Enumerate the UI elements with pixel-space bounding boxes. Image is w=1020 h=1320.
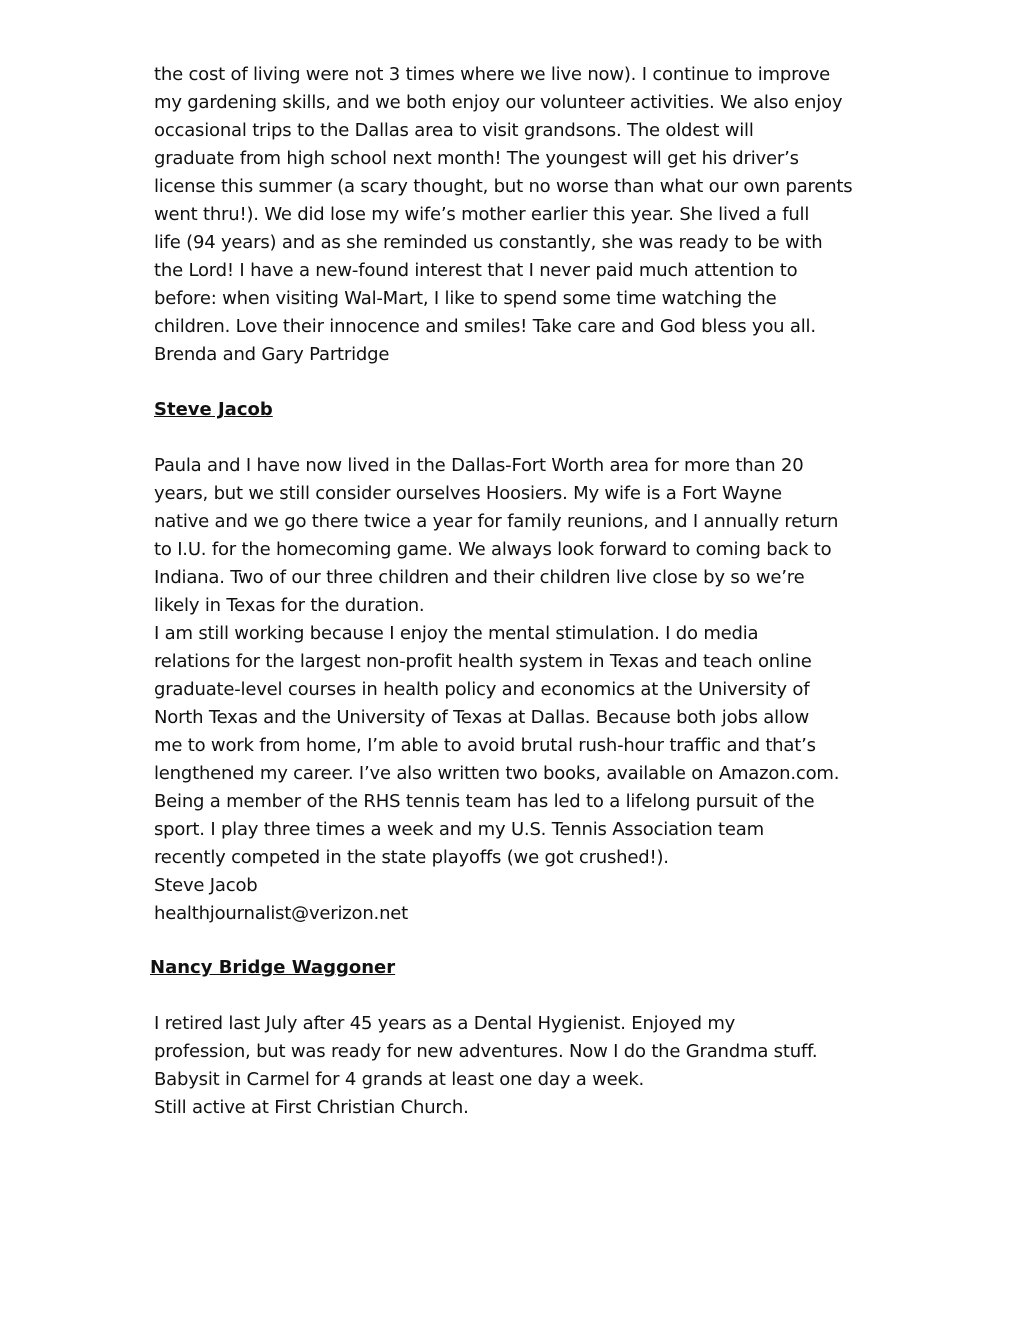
text-line: graduate from high school next month! The youngest will get his driver’s — [154, 148, 799, 169]
text-line: graduate-level courses in health policy and economics at the University of — [154, 679, 810, 700]
section-heading-nancy-bridge-waggoner: Nancy Bridge Waggoner — [150, 957, 396, 978]
text-line: recently competed in the state playoffs (we got crushed!). — [154, 847, 669, 868]
text-line: occasional trips to the Dallas area to visit grandsons. The oldest will — [154, 120, 754, 141]
email-address: healthjournalist@verizon.net — [154, 903, 409, 924]
text-line: went thru!). We did lose my wife’s mother earlier this year. She lived a full — [154, 204, 810, 225]
text-line: relations for the largest non-profit health system in Texas and teach online — [154, 651, 812, 672]
signature-line: Steve Jacob — [154, 875, 258, 896]
text-line: Being a member of the RHS tennis team has led to a lifelong pursuit of the — [154, 791, 815, 812]
text-line: sport. I play three times a week and my U.S. Tennis Association team — [154, 819, 764, 840]
text-line: Still active at First Christian Church. — [154, 1097, 469, 1118]
text-line: native and we go there twice a year for family reunions, and I annually return — [154, 511, 839, 532]
text-line: license this summer (a scary thought, but no worse than what our own parents — [154, 176, 853, 197]
text-line: my gardening skills, and we both enjoy our volunteer activities. We also enjoy — [154, 92, 843, 113]
signature-line: Brenda and Gary Partridge — [154, 344, 390, 365]
text-line: profession, but was ready for new adventures. Now I do the Grandma stuff. — [154, 1041, 818, 1062]
text-line: Babysit in Carmel for 4 grands at least one day a week. — [154, 1069, 645, 1090]
text-line: Indiana. Two of our three children and their children live close by so we’re — [154, 567, 805, 588]
text-line: North Texas and the University of Texas at Dallas. Because both jobs allow — [154, 707, 810, 728]
partridge-letter — [154, 61, 914, 369]
text-line: life (94 years) and as she reminded us constantly, she was ready to be with — [154, 232, 823, 253]
text-line: years, but we still consider ourselves Hoosiers. My wife is a Fort Wayne — [154, 483, 782, 504]
text-line: the cost of living were not 3 times where we live now). I continue to improve — [154, 64, 831, 85]
text-line: me to work from home, I’m able to avoid brutal rush-hour traffic and that’s — [154, 735, 816, 756]
text-line: children. Love their innocence and smiles! Take care and God bless you all. — [154, 316, 816, 337]
text-line: I retired last July after 45 years as a Dental Hygienist. Enjoyed my — [154, 1013, 736, 1034]
steve-jacob-letter — [154, 452, 914, 928]
text-line: Paula and I have now lived in the Dallas-Fort Worth area for more than 20 — [154, 455, 804, 476]
text-line: before: when visiting Wal-Mart, I like to spend some time watching the — [154, 288, 777, 309]
text-line: likely in Texas for the duration. — [154, 595, 425, 616]
text-line: to I.U. for the homecoming game. We always look forward to coming back to — [154, 539, 832, 560]
nancy-waggoner-letter — [154, 1010, 914, 1122]
text-line: lengthened my career. I’ve also written two books, available on Amazon.com. — [154, 763, 840, 784]
text-line: I am still working because I enjoy the mental stimulation. I do media — [154, 623, 759, 644]
text-line: the Lord! I have a new-found interest that I never paid much attention to — [154, 260, 798, 281]
section-heading-steve-jacob: Steve Jacob — [154, 399, 273, 420]
